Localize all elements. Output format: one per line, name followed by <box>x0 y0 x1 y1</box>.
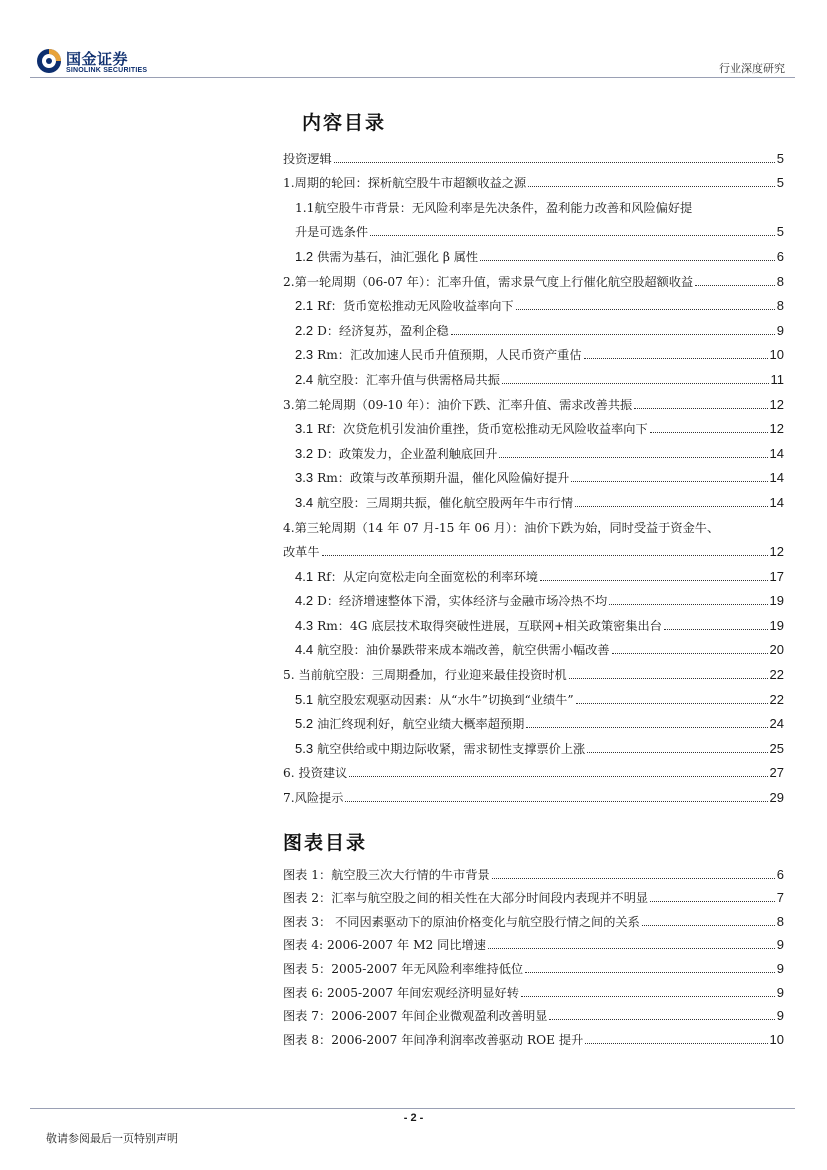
toc-entry-page: 22 <box>769 691 784 707</box>
toc-entry-text: Rm：汇改加速人民币升值预期，人民币资产重估 <box>317 348 582 363</box>
toc-entry-text: 投资逻辑 <box>283 151 332 166</box>
toc-entry-page: 8 <box>776 273 784 289</box>
dot-leader <box>322 555 768 556</box>
toc-entry-label <box>283 151 332 167</box>
toc-entry-page: 14 <box>769 494 784 510</box>
toc-entry[interactable] <box>283 781 784 806</box>
toc-entry-text: Rf：次贷危机引发油价重挫，货币宽松推动无风险收益率向下 <box>317 422 648 437</box>
toc-entry-number: 5.2 <box>295 716 314 732</box>
toc-entry[interactable] <box>283 757 784 782</box>
figure-entry-page: 8 <box>776 913 784 929</box>
toc-entry-line[interactable] <box>283 191 784 216</box>
toc-entry-number: 1.2 <box>295 248 314 264</box>
toc-entry-page: 9 <box>776 322 784 338</box>
dot-leader <box>642 925 775 926</box>
dot-leader <box>521 996 775 997</box>
toc-entry-text: 航空股：三周期共振，催化航空股两年牛市行情 <box>317 495 574 510</box>
toc-entry[interactable] <box>283 732 784 757</box>
toc-entry-page: 22 <box>769 667 784 683</box>
toc-entry-label <box>283 667 567 683</box>
footer-divider <box>30 1108 795 1109</box>
figure-entry-label <box>283 1008 547 1024</box>
page-header <box>0 0 827 80</box>
toc-entry-label <box>295 199 692 216</box>
dot-leader <box>587 752 767 753</box>
toc-entry-page: 27 <box>769 765 784 781</box>
dot-leader <box>349 776 767 777</box>
figure-entry-page: 9 <box>776 937 784 953</box>
toc-entry-text: 升是可选条件 <box>295 225 369 240</box>
toc-entry-label <box>295 495 573 511</box>
toc-entry-label <box>283 175 526 191</box>
figure-entry-page: 10 <box>769 1031 784 1047</box>
dot-leader <box>540 580 768 581</box>
toc-entry-label <box>295 593 607 609</box>
toc-entry[interactable] <box>283 536 784 561</box>
toc-entry-label <box>295 372 500 388</box>
figure-entry-label <box>283 914 640 930</box>
toc-entry-label <box>283 765 347 781</box>
sinolink-logo-icon <box>36 48 62 74</box>
toc-entry-text: Rf：从定向宽松走向全面宽松的利率环境 <box>317 569 538 584</box>
toc-entry-number: 4.2 <box>295 593 314 609</box>
toc-entry-label <box>295 618 662 634</box>
toc-entry-text: 6. 投资建议 <box>283 766 348 781</box>
toc-entry-text: 航空股牛市背景：无风险利率是先决条件，盈利能力改善和风险偏好提 <box>314 200 693 215</box>
toc-entry[interactable] <box>283 363 784 388</box>
figure-entry-text: 图表 5：2005-2007 年无风险利率维持低位 <box>283 961 524 976</box>
dot-leader <box>664 629 768 630</box>
page-number: - 2 - <box>403 1112 424 1124</box>
logo-text-en: SINOLINK SECURITIES <box>66 67 148 74</box>
toc-entry-label <box>283 397 632 413</box>
toc-entry-label <box>295 224 368 240</box>
dot-leader <box>650 432 768 433</box>
toc-entry-text: 3.第二轮周期（09-10 年）：油价下跌、汇率升值、需求改善共振 <box>283 397 633 412</box>
dot-leader <box>334 162 775 163</box>
toc-entry-page: 5 <box>776 224 784 240</box>
dot-leader <box>650 901 775 902</box>
dot-leader <box>526 727 767 728</box>
toc-entry-number: 3.2 <box>295 445 314 461</box>
figure-entry-text: 图表 6: 2005-2007 年间宏观经济明显好转 <box>283 985 519 1000</box>
toc-entry-number: 5.3 <box>295 740 314 756</box>
toc-entry-label <box>295 249 478 265</box>
toc-entry-text: 航空股宏观驱动因素：从“水牛”切换到“业绩牛” <box>317 692 574 707</box>
toc-entry-text: 7.风险提示 <box>283 791 344 806</box>
toc-entry-text: D：经济增速整体下滑，实体经济与金融市场冷热不均 <box>317 594 608 609</box>
toc-entry-text: 航空供给或中期边际收紧，需求韧性支撑票价上涨 <box>317 741 586 756</box>
toc-entry-page: 8 <box>776 298 784 314</box>
toc-entry[interactable] <box>283 142 784 167</box>
toc-entry-page: 12 <box>769 421 784 437</box>
dot-leader <box>634 408 767 409</box>
figure-entry-text: 图表 1：航空股三次大行情的牛市背景 <box>283 867 490 882</box>
toc-entry-text: 5. 当前航空股：三周期叠加，行业迎来最佳投资时机 <box>283 668 567 683</box>
figure-entry[interactable] <box>283 1024 784 1048</box>
toc-entry-number: 1.1 <box>295 200 315 215</box>
dot-leader <box>499 457 767 458</box>
toc-entry-label <box>295 692 574 708</box>
dot-leader <box>576 703 768 704</box>
toc-entry[interactable] <box>283 609 784 634</box>
disclaimer-note: 敬请参阅最后一页特别声明 <box>46 1132 178 1145</box>
toc-entry[interactable] <box>283 216 784 241</box>
toc-entry-number: 2.3 <box>295 347 314 363</box>
figure-entry-text: 图表 3： 不同因素驱动下的原油价格变化与航空股行情之间的关系 <box>283 914 640 929</box>
toc-entry-text: Rf：货币宽松推动无风险收益率向下 <box>317 299 514 314</box>
toc-entry[interactable] <box>283 585 784 610</box>
toc-entry-text: 航空股：汇率升值与供需格局共振 <box>317 372 500 387</box>
toc-entry[interactable] <box>283 265 784 290</box>
figure-entry-label <box>283 1032 583 1048</box>
figures-title: 图表目录 <box>283 832 368 854</box>
dot-leader <box>609 604 767 605</box>
toc-entry-text: 供需为基石，油汇强化 β 属性 <box>317 249 479 264</box>
dot-leader <box>569 678 768 679</box>
figure-entry[interactable] <box>283 906 784 930</box>
dot-leader <box>571 481 767 482</box>
dot-leader <box>502 383 769 384</box>
toc-entry-page: 20 <box>769 642 784 658</box>
toc-entry-label <box>283 274 693 290</box>
toc-entry-number: 3.4 <box>295 494 314 510</box>
toc-entry-label <box>295 323 449 339</box>
toc-entry[interactable] <box>283 683 784 708</box>
dot-leader <box>370 235 775 236</box>
toc-entry-number: 4.4 <box>295 642 314 658</box>
toc-entry[interactable] <box>283 560 784 585</box>
header-divider <box>30 77 795 78</box>
toc-entry[interactable] <box>283 314 784 339</box>
toc-entry-number: 2.2 <box>295 322 314 338</box>
toc-entry[interactable] <box>283 708 784 733</box>
toc-entry[interactable] <box>283 634 784 659</box>
toc-entry-text: D：政策发力，企业盈利触底回升 <box>317 446 498 461</box>
toc-entry-page: 6 <box>776 248 784 264</box>
toc-entry-page: 5 <box>776 175 784 191</box>
toc-entry[interactable] <box>283 290 784 315</box>
figure-entry-label <box>283 867 490 883</box>
toc-entry-number: 2.4 <box>295 371 314 387</box>
figure-entry[interactable] <box>283 883 784 907</box>
toc-entry-label <box>295 421 648 437</box>
toc-entry-label <box>295 716 524 732</box>
dot-leader <box>584 358 768 359</box>
figure-entry[interactable] <box>283 977 784 1001</box>
toc-entry-text: D：经济复苏，盈利企稳 <box>317 323 449 338</box>
toc-entry-page: 19 <box>769 593 784 609</box>
logo-text-cn: 国金证券 <box>66 50 129 68</box>
dot-leader <box>549 1019 774 1020</box>
toc-entry-label <box>283 519 719 536</box>
figure-entry-label <box>283 961 523 977</box>
figure-entry-label <box>283 937 486 953</box>
toc-entry-label <box>295 446 497 462</box>
toc-entry-text: 4.第三轮周期（14 年 07 月-15 年 06 月）：油价下跌为始，同时受益于资金牛、 <box>283 520 720 535</box>
figure-list <box>283 859 784 1048</box>
dot-leader <box>695 285 775 286</box>
toc-entry[interactable] <box>283 240 784 265</box>
toc-entry-label <box>283 790 343 806</box>
toc-entry-page: 14 <box>769 470 784 486</box>
figure-entry-text: 图表 4: 2006-2007 年 M2 同比增速 <box>283 938 486 953</box>
figure-entry[interactable] <box>283 1001 784 1025</box>
dot-leader <box>575 506 768 507</box>
toc-entry-text: 航空股：油价暴跌带来成本端改善，航空供需小幅改善 <box>317 643 610 658</box>
toc-entry-page: 25 <box>769 740 784 756</box>
toc-entry[interactable] <box>283 462 784 487</box>
figure-entry[interactable] <box>283 953 784 977</box>
toc-entry[interactable] <box>283 339 784 364</box>
toc-entry-text: Rm：政策与改革预期升温，催化风险偏好提升 <box>317 471 570 486</box>
figure-entry-text: 图表 7：2006-2007 年间企业微观盈利改善明显 <box>283 1009 548 1024</box>
toc-entry-page: 19 <box>769 617 784 633</box>
toc-entry-number: 3.3 <box>295 470 314 486</box>
toc-entry-label <box>295 347 582 363</box>
dot-leader <box>612 653 768 654</box>
toc-entry-line[interactable] <box>283 511 784 536</box>
toc-entry[interactable] <box>283 167 784 192</box>
toc-entry-number: 2.1 <box>295 298 314 314</box>
figure-entry-page: 9 <box>776 984 784 1000</box>
figure-entry-label <box>283 985 519 1001</box>
dot-leader <box>585 1043 767 1044</box>
toc-entry-label <box>295 470 569 486</box>
toc-entry-page: 17 <box>769 568 784 584</box>
dot-leader <box>451 334 775 335</box>
toc-entry-text: 油汇终现利好，航空业绩大概率超预期 <box>317 717 525 732</box>
toc-entry-label <box>295 642 610 658</box>
toc-entry-label <box>283 544 320 560</box>
toc-entry[interactable] <box>283 658 784 683</box>
dot-leader <box>480 260 775 261</box>
toc-entry-label <box>295 569 538 585</box>
toc-entry-page: 10 <box>769 347 784 363</box>
dot-leader <box>488 948 775 949</box>
toc-entry-text: 1.周期的轮回：探析航空股牛市超额收益之源 <box>283 176 527 191</box>
toc-entry[interactable] <box>283 413 784 438</box>
figure-entry-label <box>283 890 648 906</box>
dot-leader <box>525 972 775 973</box>
toc-entry[interactable] <box>283 388 784 413</box>
figure-entry-text: 图表 2：汇率与航空股之间的相关性在大部分时间段内表现并不明显 <box>283 891 649 906</box>
toc-entry-page: 5 <box>776 150 784 166</box>
figure-entry-text: 图表 8：2006-2007 年间净利润率改善驱动 ROE 提升 <box>283 1032 584 1047</box>
toc-entry-text: 改革牛 <box>283 545 320 560</box>
toc-entry-number: 4.3 <box>295 617 314 633</box>
toc-title: 内容目录 <box>302 112 387 134</box>
dot-leader <box>516 309 775 310</box>
toc-entry-number: 3.1 <box>295 421 314 437</box>
toc-entry-label <box>295 298 514 314</box>
toc-entry-page: 29 <box>769 790 784 806</box>
toc-entry-number: 4.1 <box>295 568 314 584</box>
toc-entry-text: Rm：4G 底层技术取得突破性进展，互联网+相关政策密集出台 <box>317 618 662 633</box>
toc-entry[interactable] <box>283 437 784 462</box>
toc-entry-page: 12 <box>769 544 784 560</box>
toc-entry-page: 12 <box>769 396 784 412</box>
dot-leader <box>528 186 775 187</box>
toc-entry-text: 2.第一轮周期（06-07 年）：汇率升值，需求景气度上行催化航空股超额收益 <box>283 274 694 289</box>
report-category: 行业深度研究 <box>719 62 785 75</box>
toc-entry-page: 24 <box>769 716 784 732</box>
dot-leader <box>345 801 767 802</box>
toc-entry-label <box>295 741 585 757</box>
toc-entry-number: 5.1 <box>295 691 314 707</box>
figure-entry-page: 6 <box>776 866 784 882</box>
dot-leader <box>492 878 775 879</box>
figure-entry-page: 7 <box>776 890 784 906</box>
table-of-contents <box>283 142 784 806</box>
figure-entry-page: 9 <box>776 960 784 976</box>
toc-entry[interactable] <box>283 486 784 511</box>
toc-entry-page: 14 <box>769 445 784 461</box>
figure-entry[interactable] <box>283 859 784 883</box>
toc-entry-page: 11 <box>770 371 784 387</box>
figure-entry[interactable] <box>283 930 784 954</box>
figure-entry-page: 9 <box>776 1008 784 1024</box>
